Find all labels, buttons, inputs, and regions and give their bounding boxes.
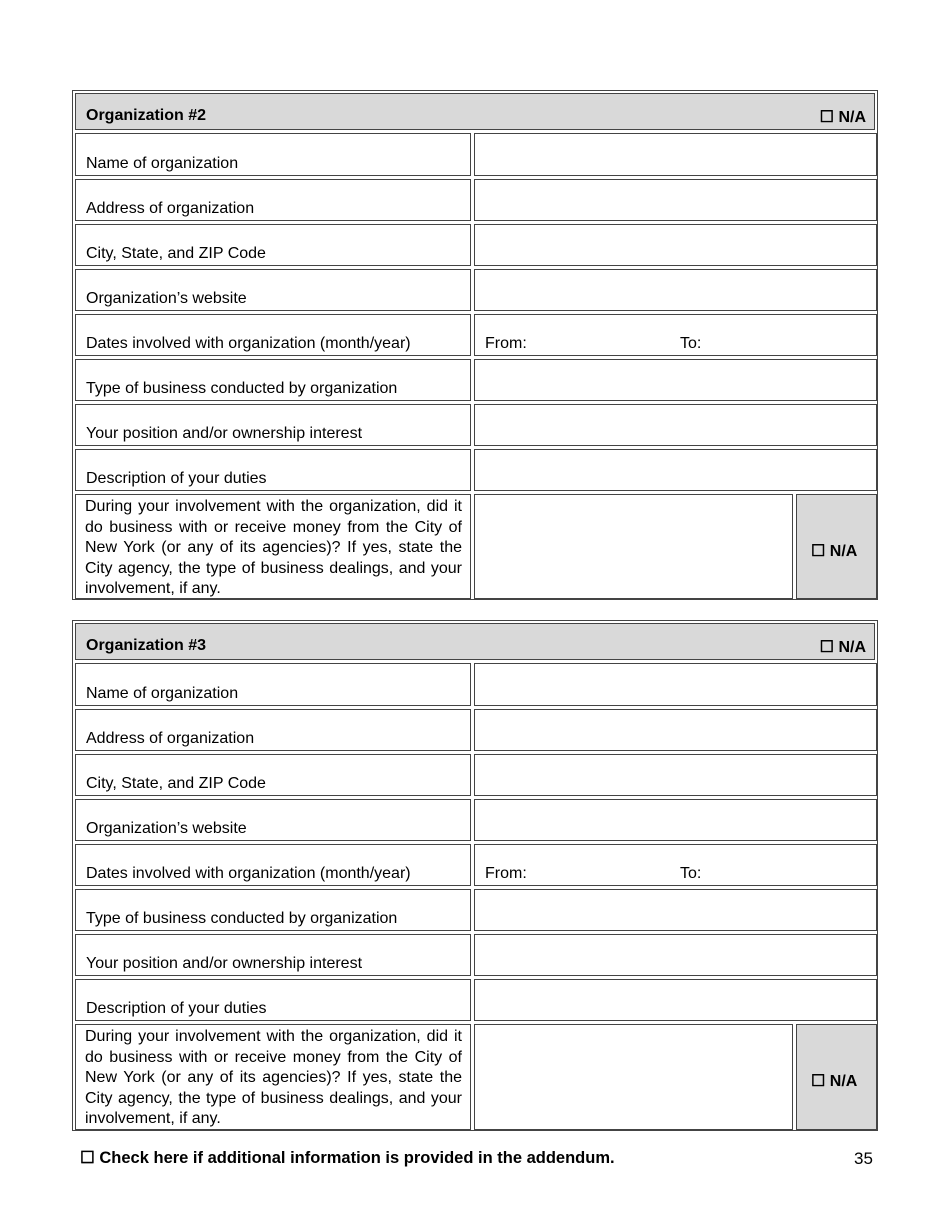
duties-label: Description of your duties	[86, 1000, 267, 1017]
business-type-input[interactable]	[474, 359, 877, 401]
website-input[interactable]	[474, 269, 877, 311]
field-label-cell	[75, 844, 471, 886]
dates-input[interactable]	[474, 844, 877, 886]
duties-input[interactable]	[474, 449, 877, 491]
question-label-cell	[75, 494, 471, 599]
page-number: 35	[854, 1149, 873, 1168]
position-label: Your position and/or ownership interest	[86, 425, 363, 442]
na-checkbox[interactable]: ☐ N/A	[819, 639, 866, 656]
position-input[interactable]	[474, 404, 877, 446]
na-checkbox[interactable]: ☐ N/A	[819, 109, 866, 126]
duties-input[interactable]	[474, 979, 877, 1021]
field-label-cell	[75, 133, 471, 176]
business-type-label: Type of business conducted by organization	[86, 910, 398, 927]
field-label-cell	[75, 224, 471, 266]
field-label-cell	[75, 179, 471, 221]
address-label: Address of organization	[86, 200, 255, 217]
field-label-cell	[75, 889, 471, 931]
field-label-cell	[75, 754, 471, 796]
field-label-cell	[75, 269, 471, 311]
field-label-cell	[75, 934, 471, 976]
organization-2-section	[72, 90, 878, 600]
dates-input[interactable]	[474, 314, 877, 356]
website-label: Organization’s website	[86, 290, 247, 307]
organization-header	[75, 623, 875, 660]
question-na-cell[interactable]	[796, 1024, 877, 1130]
field-label-cell	[75, 709, 471, 751]
city-state-zip-input[interactable]	[474, 754, 877, 796]
address-input[interactable]	[474, 179, 877, 221]
dates-label: Dates involved with organization (month/year)	[86, 335, 411, 352]
website-input[interactable]	[474, 799, 877, 841]
question-label-cell	[75, 1024, 471, 1130]
field-label-cell	[75, 979, 471, 1021]
website-label: Organization’s website	[86, 820, 247, 837]
organization-header	[75, 93, 875, 130]
business-type-input[interactable]	[474, 889, 877, 931]
question-na-checkbox[interactable]: ☐ N/A	[811, 1073, 858, 1090]
name-input[interactable]	[474, 663, 877, 706]
name-label: Name of organization	[86, 155, 239, 172]
duties-label: Description of your duties	[86, 470, 267, 487]
city-business-question: During your involvement with the organization, did it do business with or receive money from the City of New York (or any of its agencies)? If yes, state the City agency, the type of business dealings, and your involvement, if any.	[85, 498, 462, 597]
position-input[interactable]	[474, 934, 877, 976]
city-business-input[interactable]	[474, 494, 793, 599]
field-label-cell	[75, 314, 471, 356]
name-label: Name of organization	[86, 685, 239, 702]
organization-title: Organization #3	[86, 637, 207, 654]
city-state-zip-label: City, State, and ZIP Code	[86, 775, 266, 792]
from-label: From:	[485, 335, 527, 352]
field-label-cell	[75, 404, 471, 446]
city-state-zip-label: City, State, and ZIP Code	[86, 245, 266, 262]
business-type-label: Type of business conducted by organization	[86, 380, 398, 397]
question-na-cell[interactable]	[796, 494, 877, 599]
city-state-zip-input[interactable]	[474, 224, 877, 266]
dates-label: Dates involved with organization (month/year)	[86, 865, 411, 882]
from-label: From:	[485, 865, 527, 882]
question-na-checkbox[interactable]: ☐ N/A	[811, 543, 858, 560]
organization-title: Organization #2	[86, 107, 207, 124]
to-label: To:	[680, 335, 702, 352]
city-business-input[interactable]	[474, 1024, 793, 1130]
to-label: To:	[680, 865, 702, 882]
city-business-question: During your involvement with the organization, did it do business with or receive money from the City of New York (or any of its agencies)? If yes, state the City agency, the type of business dealings, and your involvement, if any.	[85, 1028, 462, 1127]
address-label: Address of organization	[86, 730, 255, 747]
address-input[interactable]	[474, 709, 877, 751]
name-input[interactable]	[474, 133, 877, 176]
field-label-cell	[75, 449, 471, 491]
field-label-cell	[75, 663, 471, 706]
organization-3-section	[72, 620, 878, 1131]
field-label-cell	[75, 359, 471, 401]
addendum-checkbox[interactable]: ☐ Check here if additional information is provided in the addendum.	[80, 1149, 615, 1167]
field-label-cell	[75, 799, 471, 841]
position-label: Your position and/or ownership interest	[86, 955, 363, 972]
